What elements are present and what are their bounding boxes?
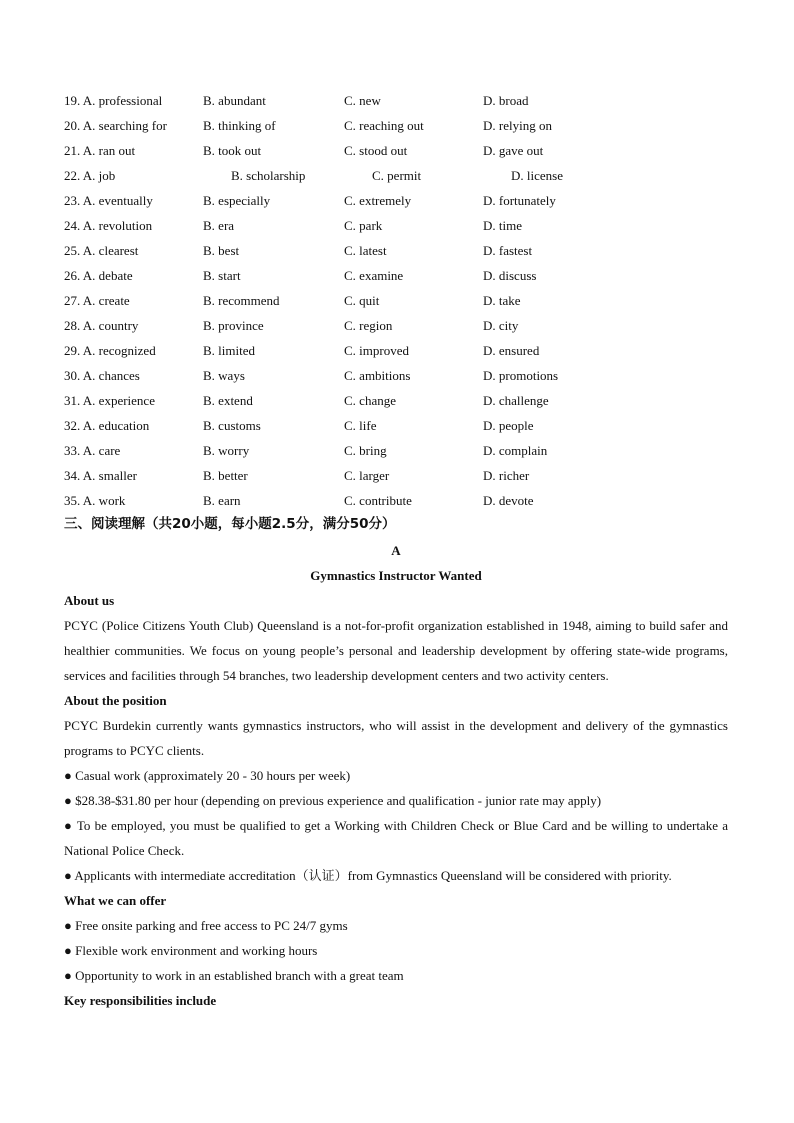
question-option-c: C. contribute (344, 493, 412, 508)
question-option-a: 27. A. create (64, 293, 130, 308)
position-bullet: ● Casual work (approximately 20 - 30 hours per week) (64, 768, 351, 783)
question-option-d: D. devote (483, 493, 534, 508)
question-option-d: D. take (483, 293, 521, 308)
question-option-a: 23. A. eventually (64, 193, 153, 208)
question-option-a: 32. A. education (64, 418, 150, 433)
responsibilities-heading: Key responsibilities include (64, 993, 217, 1008)
question-option-c: C. park (344, 218, 383, 233)
question-option-b: B. better (203, 468, 248, 483)
question-option-a: 33. A. care (64, 443, 121, 458)
about-us-text: PCYC (Police Citizens Youth Club) Queensland is a not-for-profit organization established in 1948, aiming to build safer and healthier communities. We focus on young people’s personal and leadership development by offering state-wide programs, services and facilities through 54 branches, two leadership development centers and two activity centers. (64, 618, 728, 683)
question-option-c: C. quit (344, 293, 380, 308)
question-option-d: D. richer (483, 468, 530, 483)
question-option-b: B. worry (203, 443, 250, 458)
question-option-d: D. license (511, 168, 563, 183)
question-option-d: D. people (483, 418, 534, 433)
passage-title: Gymnastics Instructor Wanted (310, 568, 482, 583)
question-option-b: B. ways (203, 368, 245, 383)
question-option-a: 26. A. debate (64, 268, 133, 283)
question-option-b: B. era (203, 218, 235, 233)
position-bullet: ● To be employed, you must be qualified to get a Working with Children Check or Blue Card and be willing to undertake a National Police Check. (64, 818, 728, 858)
question-option-a: 20. A. searching for (64, 118, 167, 133)
question-option-a: 35. A. work (64, 493, 126, 508)
question-option-b: B. extend (203, 393, 253, 408)
question-option-a: 22. A. job (64, 168, 116, 183)
position-bullet: ● $28.38-$31.80 per hour (depending on previous experience and qualification - junior rate may apply) (64, 793, 602, 808)
question-option-b: B. limited (203, 343, 255, 358)
question-option-c: C. region (344, 318, 393, 333)
question-option-b: B. thinking of (203, 118, 276, 133)
question-option-d: D. ensured (483, 343, 540, 358)
question-option-a: 28. A. country (64, 318, 139, 333)
question-option-d: D. promotions (483, 368, 559, 383)
question-option-b: B. best (203, 243, 240, 258)
offer-bullet: ● Flexible work environment and working hours (64, 943, 318, 958)
position-heading: About the position (64, 693, 167, 708)
question-option-d: D. challenge (483, 393, 549, 408)
question-option-d: D. fortunately (483, 193, 556, 208)
offer-bullet: ● Opportunity to work in an established branch with a great team (64, 968, 404, 983)
question-option-a: 19. A. professional (64, 93, 163, 108)
question-option-b: B. scholarship (231, 168, 306, 183)
about-us-heading: About us (64, 593, 115, 608)
question-option-d: D. complain (483, 443, 548, 458)
offer-bullet: ● Free onsite parking and free access to PC 24/7 gyms (64, 918, 348, 933)
question-option-c: C. ambitions (344, 368, 411, 383)
question-option-c: C. improved (344, 343, 409, 358)
question-option-c: C. extremely (344, 193, 412, 208)
question-option-b: B. especially (203, 193, 271, 208)
question-option-c: C. life (344, 418, 377, 433)
question-option-c: C. stood out (344, 143, 408, 158)
question-option-c: C. permit (372, 168, 422, 183)
question-option-b: B. province (203, 318, 264, 333)
question-option-b: B. recommend (203, 293, 280, 308)
question-option-d: D. gave out (483, 143, 544, 158)
question-option-d: D. time (483, 218, 522, 233)
question-option-c: C. reaching out (344, 118, 424, 133)
question-option-b: B. customs (203, 418, 261, 433)
question-option-c: C. bring (344, 443, 387, 458)
section-heading: 三、阅读理解（共20小题，每小题2.5分，满分50分） (64, 516, 396, 532)
question-option-d: D. broad (483, 93, 529, 108)
question-option-a: 30. A. chances (64, 368, 140, 383)
question-option-a: 21. A. ran out (64, 143, 136, 158)
position-text: PCYC Burdekin currently wants gymnastics instructors, who will assist in the development and delivery of the gymnastics programs to PCYC clients. (64, 718, 728, 758)
question-option-d: D. discuss (483, 268, 537, 283)
question-option-c: C. larger (344, 468, 390, 483)
question-option-c: C. examine (344, 268, 404, 283)
question-option-c: C. change (344, 393, 396, 408)
question-option-c: C. new (344, 93, 381, 108)
question-option-a: 24. A. revolution (64, 218, 153, 233)
question-option-b: B. abundant (203, 93, 266, 108)
question-option-b: B. earn (203, 493, 241, 508)
reading-passage (64, 538, 728, 1013)
passage-letter: A (391, 543, 401, 558)
question-option-a: 31. A. experience (64, 393, 155, 408)
offer-heading: What we can offer (64, 893, 167, 908)
question-option-a: 34. A. smaller (64, 468, 137, 483)
question-option-a: 25. A. clearest (64, 243, 139, 258)
question-option-c: C. latest (344, 243, 387, 258)
question-option-b: B. start (203, 268, 241, 283)
question-option-d: D. relying on (483, 118, 552, 133)
question-option-d: D. fastest (483, 243, 533, 258)
question-option-a: 29. A. recognized (64, 343, 156, 358)
position-bullet: ● Applicants with intermediate accreditation（认证）from Gymnastics Queensland will be considered with priority. (64, 868, 672, 883)
question-option-b: B. took out (203, 143, 262, 158)
question-option-d: D. city (483, 318, 519, 333)
